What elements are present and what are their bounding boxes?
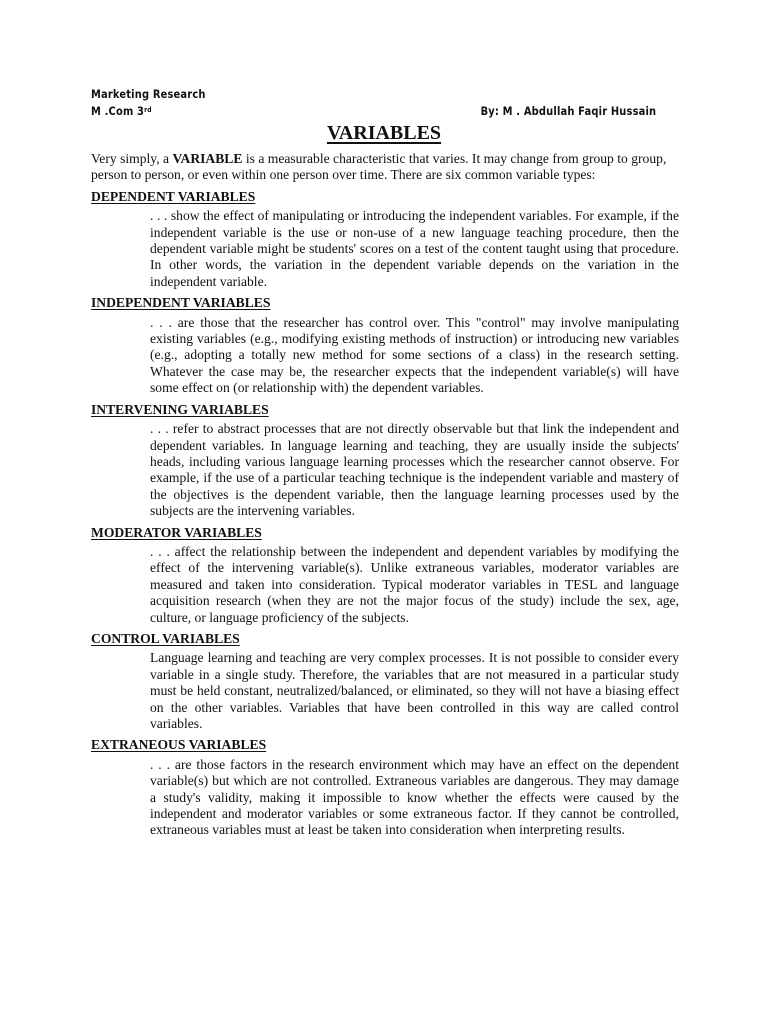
class-prefix: M .Com 3 [91,104,145,118]
section-heading: CONTROL VARIABLES [91,630,240,646]
page-title: VARIABLES [326,122,442,144]
section-control [91,631,679,732]
intro-after: is a measurable characteristic that varies. It may change from group to group, person to person, or even within one person over time. There are six common variable types: [91,151,667,183]
section-body: . . . show the effect of manipulating or introducing the independent variables. For example, if the independent variable is the use or non-use of a new language teaching procedure, then the dependent variable might be students' scores on a test of the content taught using that procedure. In other words, the variation in the dependent variable depends on the variation in the independent variable. [150,208,679,289]
intro-paragraph [91,151,679,184]
class-name [91,104,152,118]
section-body: . . . are those that the researcher has control over. This "control" may involve manipulating existing variables (e.g., modifying existing methods of instruction) or introducing new variables (e.g., adopting a totally new method for some sections of a class) in the research setting. Whatever the case may be, the researcher expects that the independent variable(s) will have some effect on (or relationship with) the dependent variables. [150,314,679,396]
section-body: Language learning and teaching are very complex processes. It is not possible to consider every variable in a single study. Therefore, the variables that are not measured in a particular study must be held constant, neutralized/balanced, or eliminated, so they will not have a biasing effect on the other variables. Variables that have been controlled in this way are called control variables. [150,650,679,731]
section-heading: MODERATOR VARIABLES [91,524,262,540]
section-body: . . . affect the relationship between the independent and dependent variables by modifying the effect of the intervening variable(s). Unlike extraneous variables, moderator variables are measured and taken into consideration. Typical moderator variables in TESL and language acquisition research (when they are not the major focus of the study) include the sex, age, culture, or language proficiency of the subjects. [150,543,679,625]
section-heading: INDEPENDENT VARIABLES [91,295,271,311]
section-body: . . . refer to abstract processes that are not directly observable but that link the independent and dependent variables. In language learning and teaching, they are usually inside the subjects' heads, including various language learning processes which the researcher cannot observe. For example, if the use of a particular teaching technique is the independent variable and mastery of the objectives is the dependent variable, then the language learning processes used by the subjects are the intervening variables. [150,421,679,519]
intro-before: Very simply, a [91,151,173,166]
class-suffix: rd [144,106,152,114]
section-heading: EXTRANEOUS VARIABLES [91,737,267,753]
section-heading: DEPENDENT VARIABLES [91,188,256,204]
section-body: . . . are those factors in the research environment which may have an effect on the dependent variable(s) but which are not controlled. Extraneous variables are dangerous. They may damage a study's validity, making it impossible to know whether the effects were caused by the independent and moderator variables or some extraneous factor. If they cannot be controlled, extraneous variables must at least be taken into consideration when interpreting results. [150,756,679,838]
author-line: By: M . Abdullah Faqir Hussain [480,104,656,118]
section-independent [91,295,679,396]
section-intervening [91,402,679,520]
section-moderator [91,525,679,626]
course-name: Marketing Research [91,87,206,101]
section-dependent [91,189,679,290]
section-extraneous [91,737,679,838]
section-heading: INTERVENING VARIABLES [91,401,269,417]
intro-term: VARIABLE [172,151,243,166]
document-body [91,151,679,839]
